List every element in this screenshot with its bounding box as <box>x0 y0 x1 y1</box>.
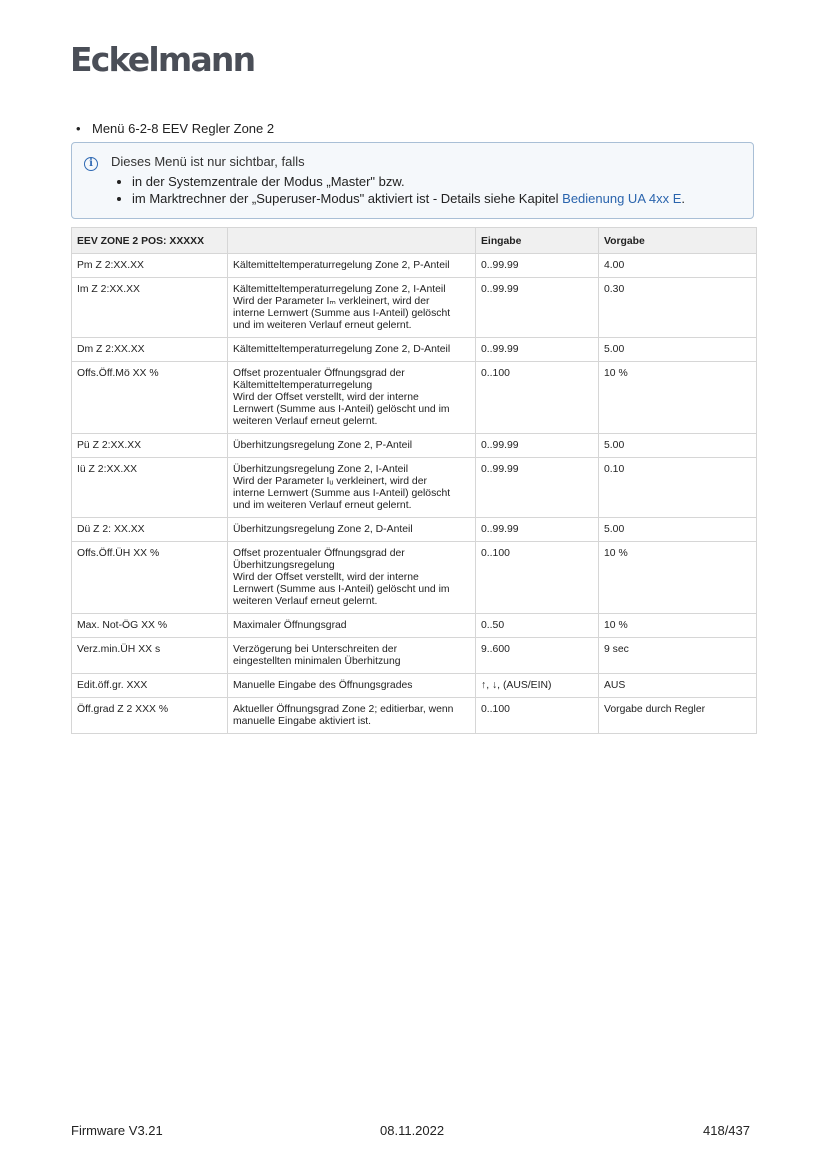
param-cell: Offs.Öff.ÜH XX % <box>72 542 228 614</box>
description-cell <box>228 362 476 434</box>
description-cell <box>228 278 476 338</box>
table-row <box>72 254 757 278</box>
default-value-cell: 10 % <box>599 362 757 434</box>
default-value-cell: 4.00 <box>599 254 757 278</box>
default-value-cell: Vorgabe durch Regler <box>599 698 757 734</box>
description-cell <box>228 434 476 458</box>
description-line: Überhitzungsregelung Zone 2, P-Anteil <box>233 440 413 451</box>
param-cell: Pm Z 2:XX.XX <box>72 254 228 278</box>
description-line: Wird der Parameter Iₘ verkleinert, wird der <box>233 296 430 307</box>
description-cell <box>228 614 476 638</box>
description-line: eingestellten minimalen Überhitzung <box>233 656 401 667</box>
description-line: Wird der Offset verstellt, wird der interne <box>233 572 419 583</box>
header-input: Eingabe <box>476 228 599 254</box>
input-range-cell: 0..50 <box>476 614 599 638</box>
description-cell <box>228 458 476 518</box>
description-line: und im weiteren Verlauf erneut gelernt. <box>233 500 412 511</box>
footer-page: 418/437 <box>703 1123 750 1138</box>
default-value-cell: 0.30 <box>599 278 757 338</box>
note-item: • im Marktrechner der „Superuser-Modus" aktiviert ist - Details siehe Kapitel Bedienung UA 4xx E. <box>132 190 685 207</box>
table-header-row <box>72 228 757 254</box>
table-row <box>72 518 757 542</box>
note-title: Dieses Menü ist nur sichtbar, falls <box>111 154 305 169</box>
description-cell <box>228 254 476 278</box>
footer-date: 08.11.2022 <box>380 1123 445 1138</box>
param-cell: Dü Z 2: XX.XX <box>72 518 228 542</box>
input-range-cell: 0..99.99 <box>476 518 599 542</box>
table-row <box>72 278 757 338</box>
param-cell: Max. Not-ÖG XX % <box>72 614 228 638</box>
input-range-cell: 0..100 <box>476 542 599 614</box>
description-cell <box>228 674 476 698</box>
description-line: und im weiteren Verlauf erneut gelernt. <box>233 320 412 331</box>
description-line: Kältemitteltemperaturregelung Zone 2, P-Anteil <box>233 260 450 271</box>
input-range-cell: 0..99.99 <box>476 434 599 458</box>
company-logo: Eckelmann <box>70 40 255 79</box>
default-value-cell: 0.10 <box>599 458 757 518</box>
table-row <box>72 698 757 734</box>
footer-firmware: Firmware V3.21 <box>71 1123 163 1138</box>
description-cell <box>228 638 476 674</box>
description-cell <box>228 698 476 734</box>
description-cell <box>228 518 476 542</box>
table-row <box>72 458 757 518</box>
description-line: Kältemitteltemperaturregelung <box>233 380 373 391</box>
input-range-cell: 9..600 <box>476 638 599 674</box>
note-list <box>116 173 685 207</box>
input-range-cell: 0..99.99 <box>476 254 599 278</box>
description-line: Lernwert (Summe aus I-Anteil) gelöscht und im <box>233 584 450 595</box>
description-line: interne Lernwert (Summe aus I-Anteil) gelöscht <box>233 488 451 499</box>
table-body <box>72 254 757 734</box>
input-range-cell: 0..99.99 <box>476 278 599 338</box>
description-line: Aktueller Öffnungsgrad Zone 2; editierbar, wenn <box>233 704 454 715</box>
table-row <box>72 338 757 362</box>
description-line: Maximaler Öffnungsgrad <box>233 620 347 631</box>
table-row <box>72 434 757 458</box>
param-cell: Im Z 2:XX.XX <box>72 278 228 338</box>
info-note <box>71 142 754 219</box>
input-range-cell: ↑, ↓, (AUS/EIN) <box>476 674 599 698</box>
input-range-cell: 0..99.99 <box>476 458 599 518</box>
default-value-cell: 9 sec <box>599 638 757 674</box>
description-line: Verzögerung bei Unterschreiten der <box>233 644 398 655</box>
description-line: Kältemitteltemperaturregelung Zone 2, I-Anteil <box>233 284 446 295</box>
param-cell: Verz.min.ÜH XX s <box>72 638 228 674</box>
description-line: interne Lernwert (Summe aus I-Anteil) gelöscht <box>233 308 451 319</box>
description-line: Überhitzungsregelung Zone 2, I-Anteil <box>233 464 409 475</box>
description-line: Manuelle Eingabe des Öffnungsgrades <box>233 680 413 691</box>
bullet-icon: • <box>76 121 81 136</box>
header-menu: EEV ZONE 2 POS: XXXXX <box>72 228 228 254</box>
description-line: Offset prozentualer Öffnungsgrad der <box>233 548 405 559</box>
default-value-cell: 5.00 <box>599 338 757 362</box>
description-line: Kältemitteltemperaturregelung Zone 2, D-Anteil <box>233 344 451 355</box>
param-cell: Edit.öff.gr. XXX <box>72 674 228 698</box>
default-value-cell: 10 % <box>599 614 757 638</box>
description-line: Offset prozentualer Öffnungsgrad der <box>233 368 405 379</box>
description-cell <box>228 542 476 614</box>
description-line: Wird der Offset verstellt, wird der interne <box>233 392 419 403</box>
default-value-cell: AUS <box>599 674 757 698</box>
default-value-cell: 5.00 <box>599 434 757 458</box>
input-range-cell: 0..100 <box>476 362 599 434</box>
section-bullet <box>76 121 274 136</box>
default-value-cell: 5.00 <box>599 518 757 542</box>
info-icon: i <box>84 157 98 171</box>
description-line: weiteren Verlauf erneut gelernt. <box>233 596 378 607</box>
description-cell <box>228 338 476 362</box>
input-range-cell: 0..99.99 <box>476 338 599 362</box>
description-line: Wird der Parameter Iᵤ verkleinert, wird der <box>233 476 427 487</box>
param-cell: Dm Z 2:XX.XX <box>72 338 228 362</box>
default-value-cell: 10 % <box>599 542 757 614</box>
table-row <box>72 542 757 614</box>
param-cell: Offs.Öff.Mö XX % <box>72 362 228 434</box>
param-cell: Öff.grad Z 2 XXX % <box>72 698 228 734</box>
description-line: Überhitzungsregelung Zone 2, D-Anteil <box>233 524 413 535</box>
header-description <box>228 228 476 254</box>
param-cell: Iü Z 2:XX.XX <box>72 458 228 518</box>
table-row <box>72 674 757 698</box>
table-row <box>72 614 757 638</box>
note-item: • in der Systemzentrale der Modus „Master" bzw. <box>132 173 685 190</box>
param-cell: Pü Z 2:XX.XX <box>72 434 228 458</box>
input-range-cell: 0..100 <box>476 698 599 734</box>
description-line: Überhitzungsregelung <box>233 560 335 571</box>
section-title: Menü 6-2-8 EEV Regler Zone 2 <box>92 121 275 136</box>
table-row <box>72 638 757 674</box>
description-line: Lernwert (Summe aus I-Anteil) gelöscht und im <box>233 404 450 415</box>
description-line: manuelle Eingabe aktiviert ist. <box>233 716 372 727</box>
parameter-table <box>71 227 757 734</box>
header-default: Vorgabe <box>599 228 757 254</box>
table-row <box>72 362 757 434</box>
chapter-link[interactable]: Bedienung UA 4xx E <box>562 191 682 206</box>
description-line: weiteren Verlauf erneut gelernt. <box>233 416 378 427</box>
